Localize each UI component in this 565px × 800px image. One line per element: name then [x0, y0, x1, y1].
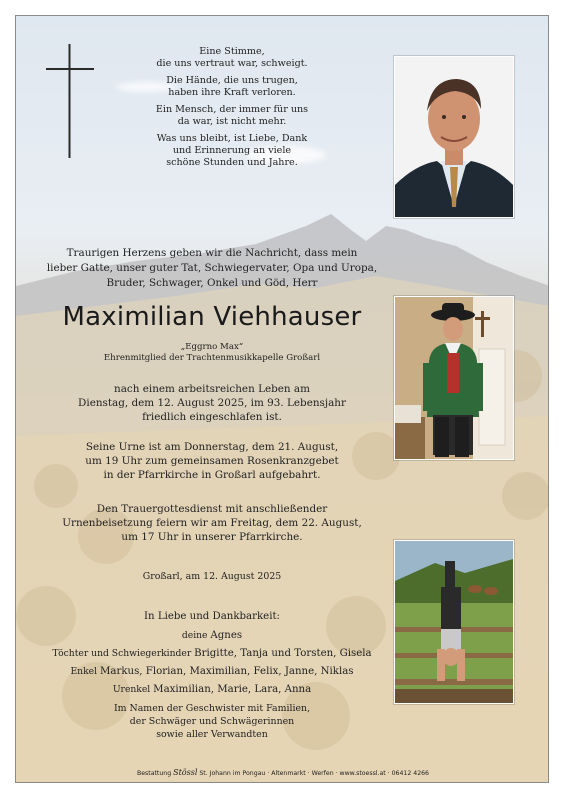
closing-note — [36, 702, 388, 741]
notice-line: in der Pfarrkirche in Großarl aufgebahrt. — [103, 469, 321, 481]
poem-line: haben ihre Kraft verloren. — [168, 87, 296, 98]
urn-notice — [36, 440, 388, 482]
closing-line: sowie aller Verwandten — [156, 729, 268, 740]
notice-line: Den Trauergottesdienst mit anschließender — [96, 503, 328, 515]
poem-line: Ein Mensch, der immer für uns — [155, 104, 309, 115]
notice-line: um 19 Uhr zum gemeinsamen Rosenkranzgebet — [85, 455, 339, 467]
notice-line: nach einem arbeitsreichen Leben am — [114, 383, 310, 395]
obituary-card — [15, 15, 549, 783]
family-names: Brigitte, Tanja und Torsten, Gisela — [194, 648, 372, 659]
notice-line: Seine Urne ist am Donnerstag, dem 21. August, — [85, 441, 339, 453]
deceased-honor: Ehrenmitglied der Trachtenmusikkapelle Großarl — [103, 353, 321, 363]
family-role: Urenkel — [112, 684, 151, 695]
family-line — [36, 630, 388, 642]
notice-line: Urnenbeisetzung feiern wir am Freitag, dem 22. August, — [62, 517, 362, 529]
footer-prefix: Bestattung — [137, 770, 172, 777]
costume-photo — [394, 296, 514, 460]
poem-line: Was uns bleibt, ist Liebe, Dank — [156, 133, 308, 144]
poem-line: und Erinnerung an viele — [172, 145, 292, 156]
closing-line: Im Namen der Geschwister mit Familien, — [113, 703, 311, 714]
family-line — [36, 684, 388, 696]
poem-line: Die Hände, die uns trugen, — [166, 75, 298, 86]
poem-line: die uns vertraut war, schweigt. — [156, 58, 308, 69]
footer-details: St. Johann im Pongau · Altenmarkt · Werfen · www.stoessl.at · 06412 4266 — [199, 770, 429, 777]
closing-line: der Schwäger und Schwägerinnen — [129, 716, 295, 727]
family-line — [36, 666, 388, 678]
place-date: Großarl, am 12. August 2025 — [142, 571, 282, 582]
family-names: Agnes — [210, 630, 243, 641]
family-names: Markus, Florian, Maximilian, Felix, Janne, Niklas — [99, 666, 354, 677]
notice-line: um 17 Uhr in unserer Pfarrkirche. — [121, 531, 303, 543]
poem — [116, 46, 348, 174]
notice-line: Dienstag, dem 12. August 2025, im 93. Lebensjahr — [78, 397, 346, 409]
deceased-name: Maximilian Viehhauser — [62, 302, 362, 332]
poem-line: schöne Stunden und Jahre. — [166, 157, 298, 168]
notice-line: friedlich eingeschlafen ist. — [142, 411, 282, 423]
poem-line: da war, ist nicht mehr. — [177, 116, 287, 127]
intro-line: Bruder, Schwager, Onkel und Göd, Herr — [106, 277, 318, 289]
deceased-nickname: „Eggrno Max“ — [180, 342, 244, 352]
family-role: deine — [181, 630, 208, 641]
cross-icon — [44, 42, 96, 160]
intro-line: lieber Gatte, unser guter Tat, Schwiegervater, Opa und Uropa, — [46, 262, 378, 274]
intro-line: Traurigen Herzens geben wir die Nachricht, dass mein — [66, 247, 358, 259]
family-role: Töchter und Schwiegerkinder — [52, 648, 192, 659]
death-notice — [36, 382, 388, 424]
footer-brand: Stössl — [173, 768, 198, 777]
family-names: Maximilian, Marie, Lara, Anna — [153, 684, 312, 695]
handstand-photo — [394, 540, 514, 704]
poem-line: Eine Stimme, — [199, 46, 265, 57]
announcement-intro — [36, 246, 388, 291]
mourners-heading: In Liebe und Dankbarkeit: — [144, 611, 280, 622]
family-role: Enkel — [70, 666, 98, 677]
service-notice — [36, 502, 388, 544]
funeral-home-footer — [16, 768, 549, 777]
family-line — [36, 648, 388, 660]
portrait-photo — [394, 56, 514, 218]
